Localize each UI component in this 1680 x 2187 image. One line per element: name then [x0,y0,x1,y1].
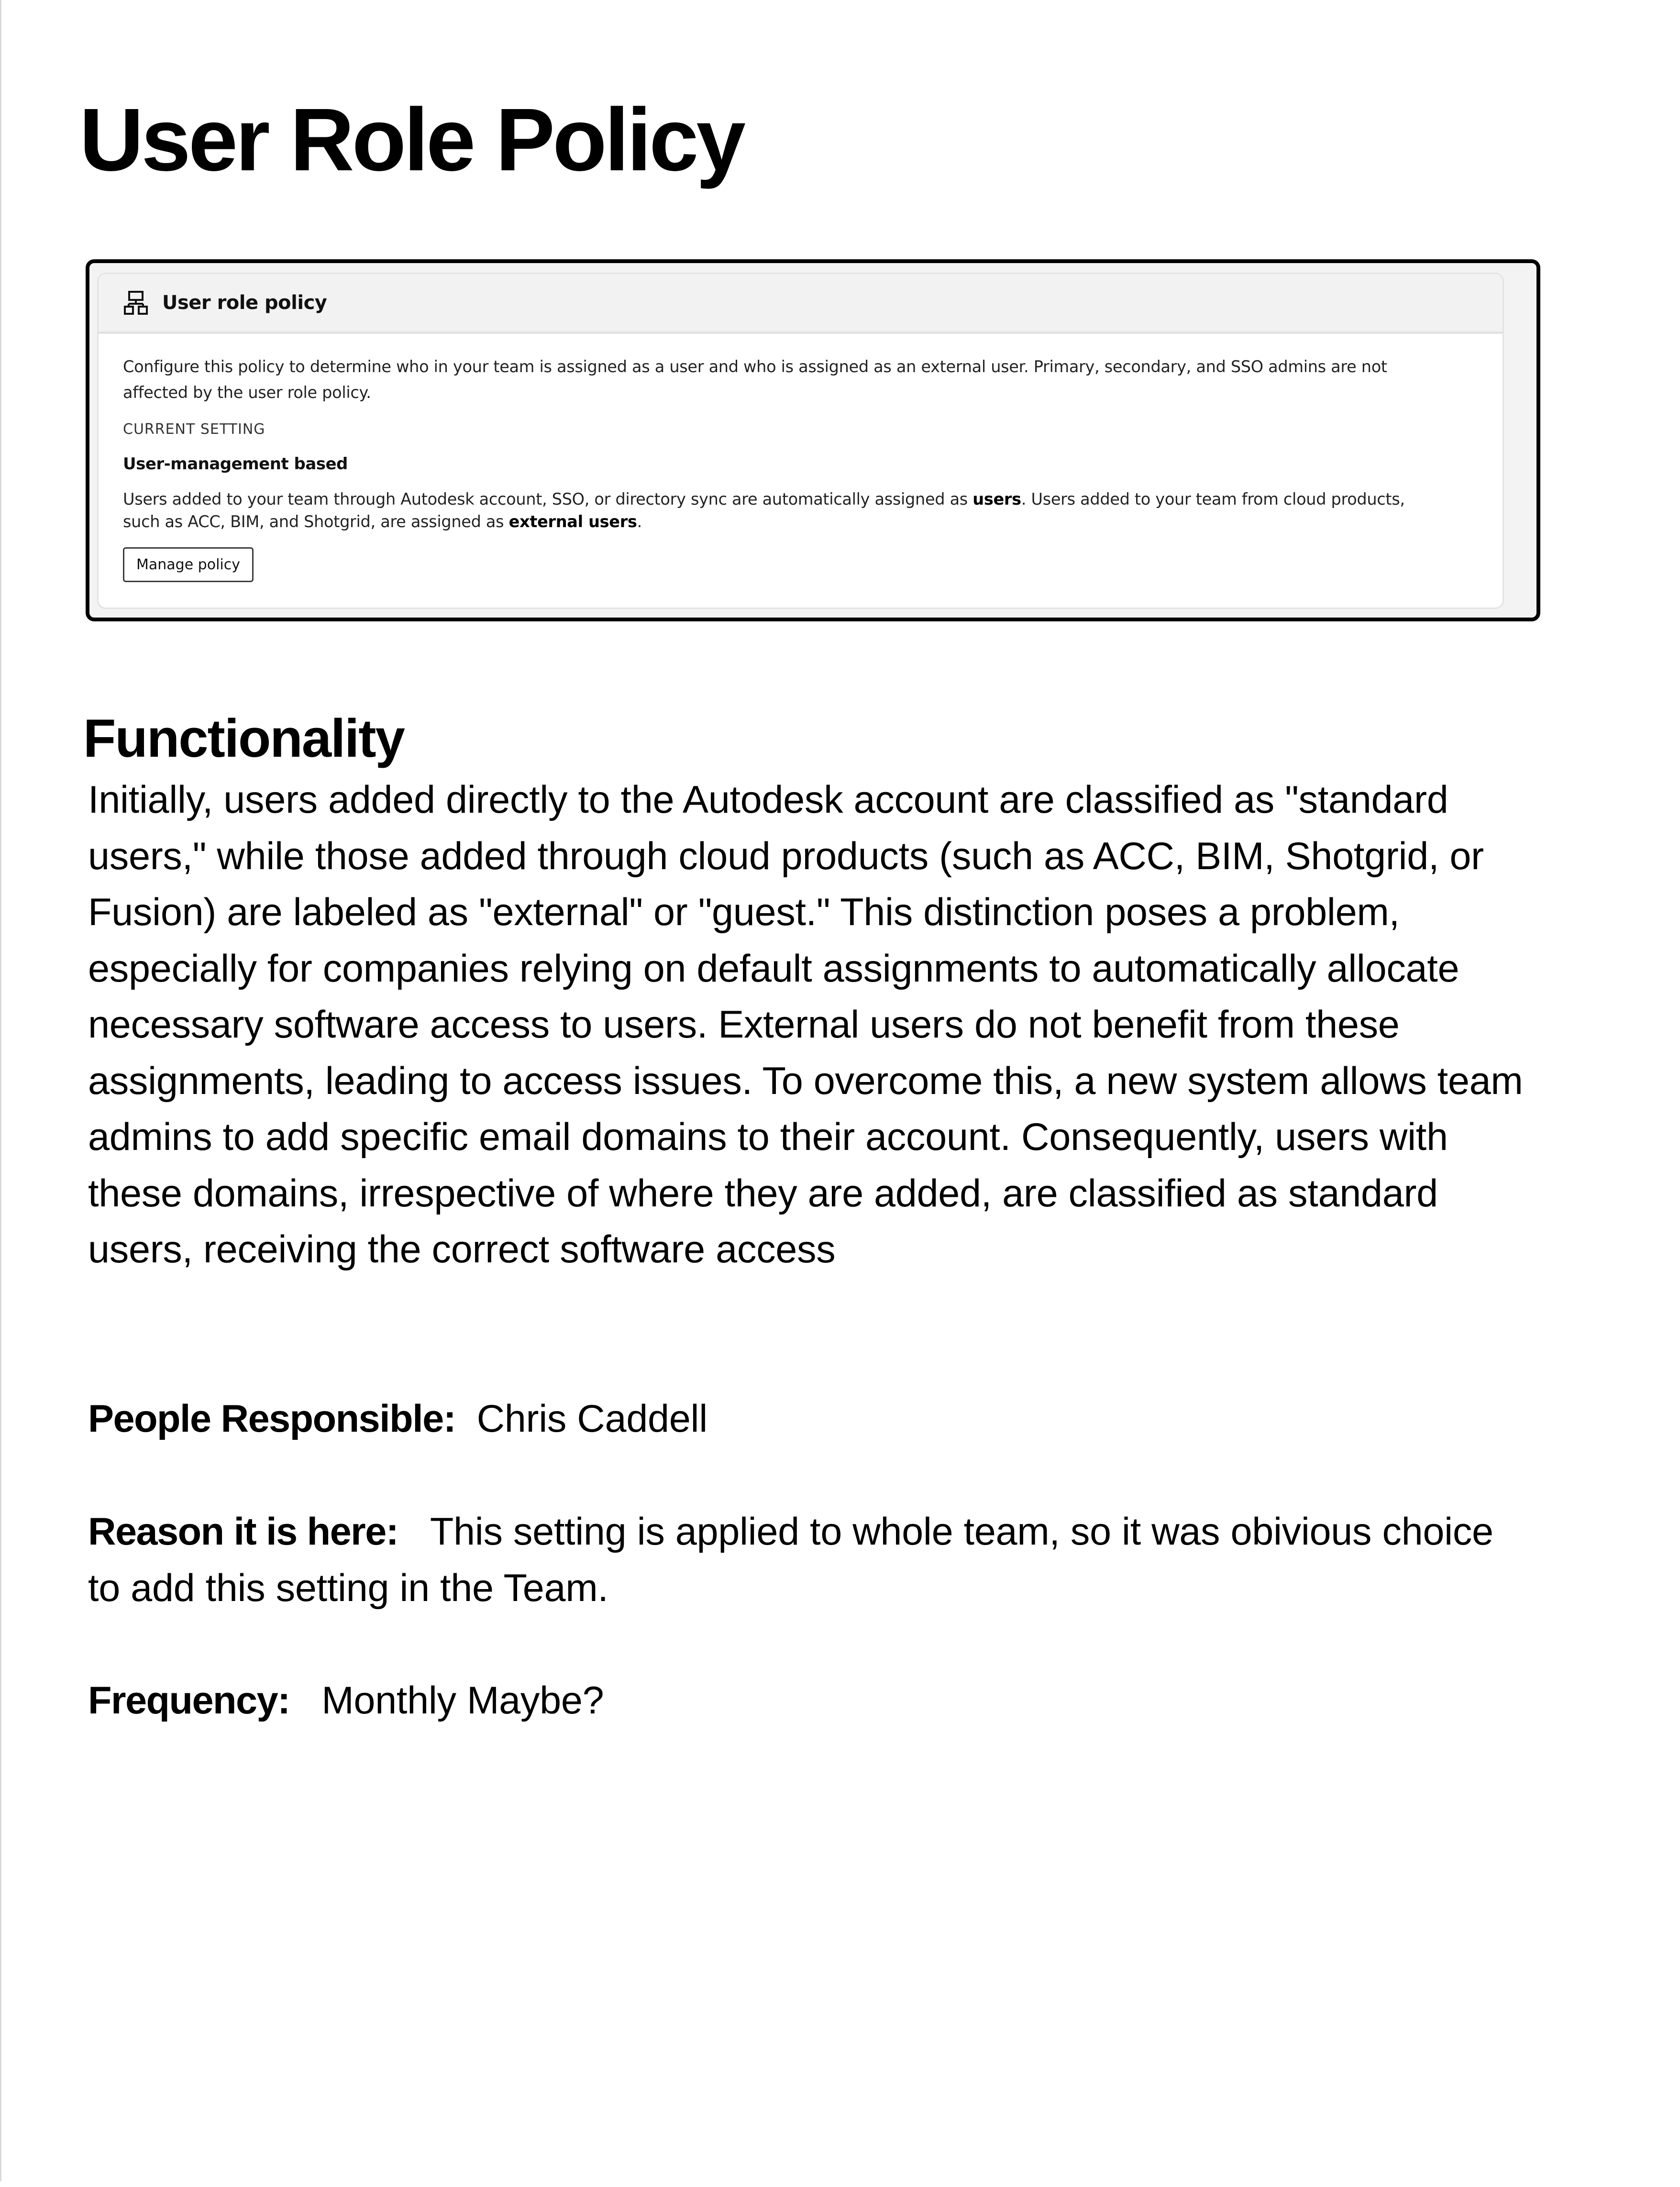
people-responsible-value: Chris Caddell [476,1397,707,1440]
page-edge-divider [0,0,1,2181]
frequency-label: Frequency: [88,1679,290,1722]
functionality-paragraph: Initially, users added directly to the Autodesk account are classified as "standard users," while those added through cloud products (such as ACC, BIM, Shotgrid, or Fusion) are labeled as "external" or "guest." This distinction poses a problem, especially for companies relying on default assignments to automatically allocate necessary software access to users. External users do not benefit from these assignments, leading to access issues. To overcome this, a new system allows team admins to add specific email domains to their account. Consequently, users with these domains, irrespective of where they are added, are classified as standard users, receiving the correct software access [88,778,1523,1271]
setting-desc-text-3: . [637,512,642,531]
people-responsible-label: People Responsible: [88,1397,456,1440]
current-setting-label: CURRENT SETTING [123,421,265,438]
frequency-field [88,1673,1523,1729]
card-title: User role policy [162,292,327,314]
functionality-heading: Functionality [83,708,404,768]
people-responsible-field [88,1391,1523,1447]
setting-desc-text-1: Users added to your team through Autodesk account, SSO, or directory sync are automatically assigned as [123,490,973,508]
screenshot-frame [86,259,1540,621]
current-setting-value: User-management based [123,454,348,474]
reason-field [88,1504,1523,1616]
frequency-value: Monthly Maybe? [321,1679,604,1722]
hierarchy-icon [124,291,148,315]
card-header [99,274,1503,334]
manage-policy-button[interactable]: Manage policy [123,547,254,582]
policy-description: Configure this policy to determine who in your team is assigned as a user and who is assigned as an external user. Primary, secondary, and SSO admins are not affected by the user role policy. [123,357,1387,402]
setting-desc-text-2: . Users added to your team from cloud products, such as ACC, BIM, and Shotgrid, are assigned as [123,490,1405,531]
setting-desc-bold-users: users [973,490,1021,508]
setting-desc-bold-external-users: external users [508,512,637,531]
page-title: User Role Policy [79,90,743,189]
user-role-policy-card [97,273,1504,609]
reason-label: Reason it is here: [88,1510,398,1553]
reason-value: This setting is applied to whole team, so it was obivious choice to add this setting in the Team. [88,1510,1493,1610]
current-setting-description [123,488,1424,533]
